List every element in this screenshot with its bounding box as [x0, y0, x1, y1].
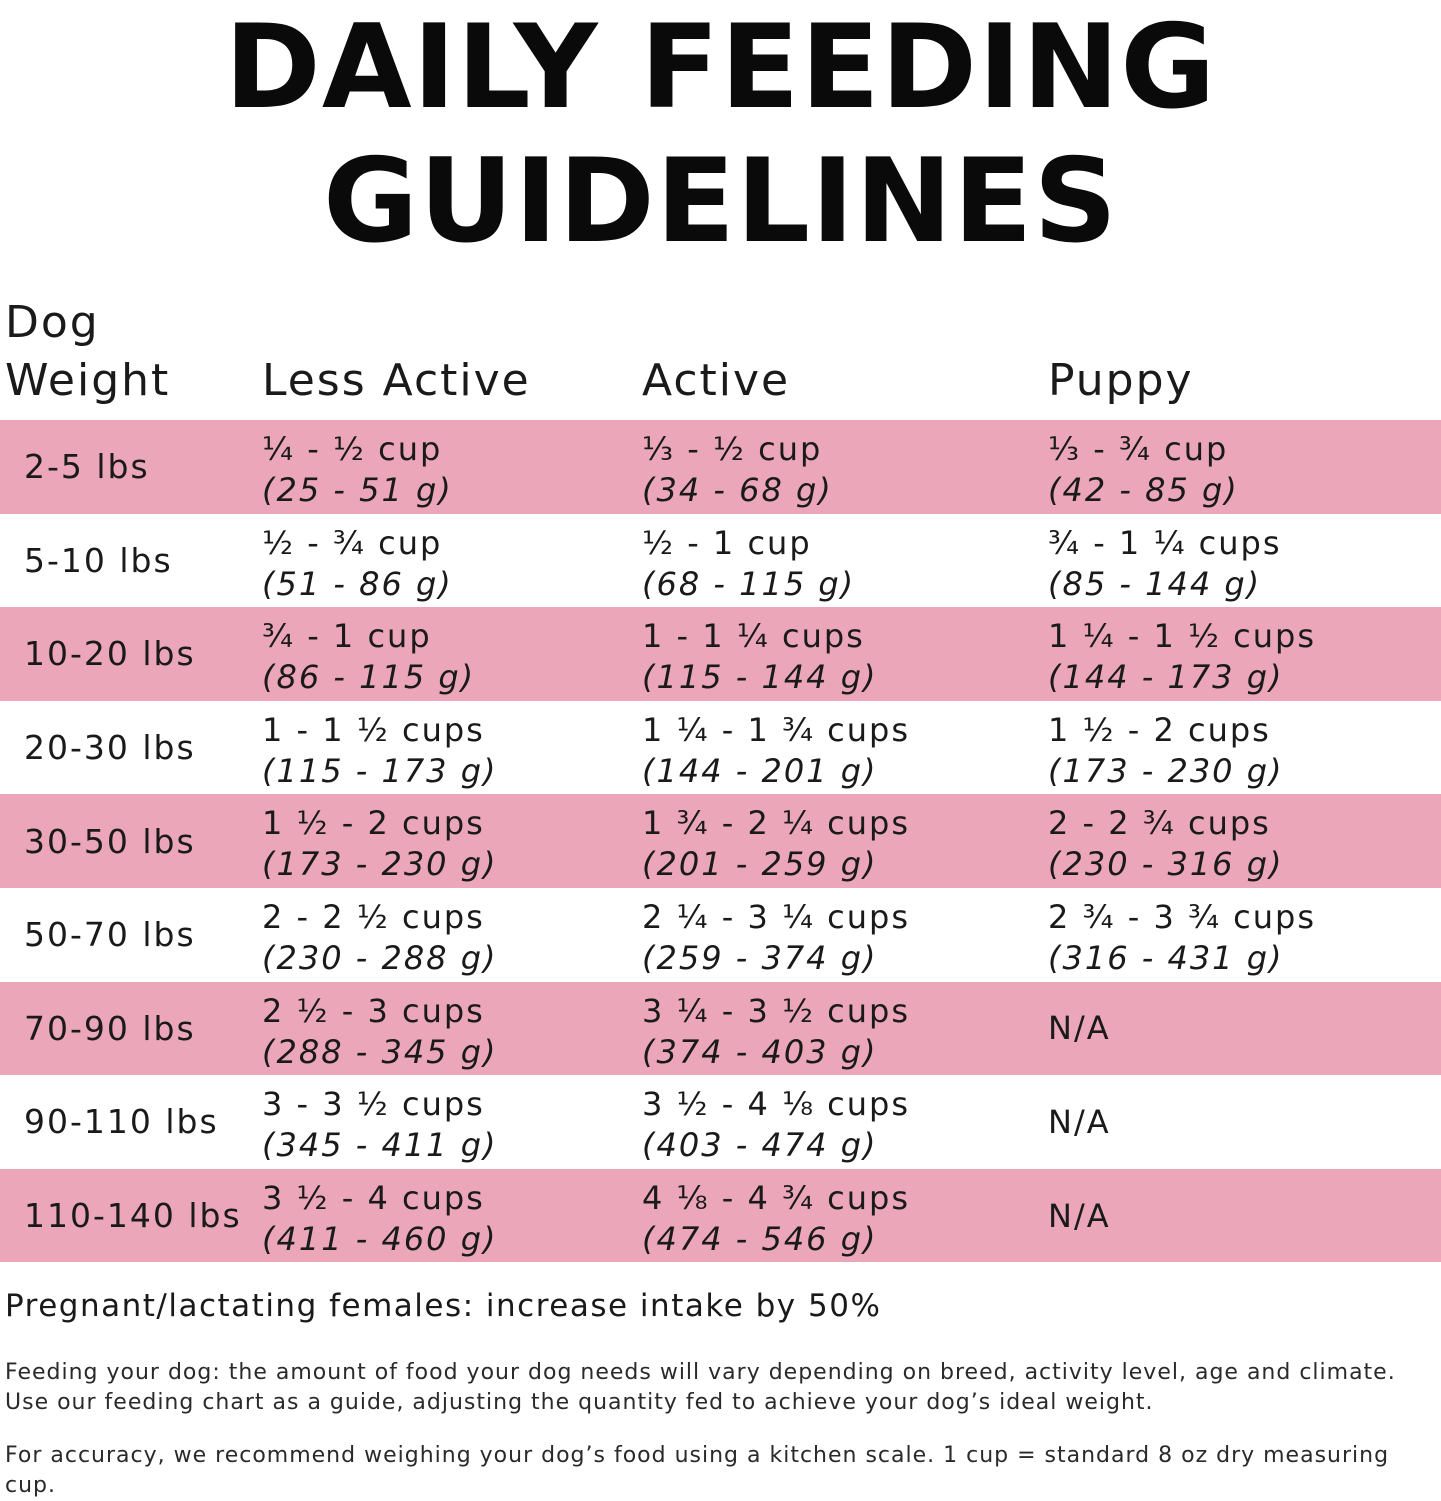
weight-cell: 50-70 lbs	[24, 915, 196, 955]
pregnancy-note: Pregnant/lactating females: increase intake by 50%	[5, 1288, 882, 1324]
grams-amount: (173 - 230 g)	[262, 845, 498, 884]
grams-amount: (115 - 173 g)	[262, 751, 498, 790]
cups-amount: ⅓ - ¾ cup	[1048, 430, 1229, 468]
weight-cell: 2-5 lbs	[24, 447, 150, 487]
grams-amount: (51 - 86 g)	[262, 564, 453, 603]
grams-amount: (316 - 431 g)	[1048, 938, 1284, 977]
cups-amount: 1 ¼ - 1 ½ cups	[1048, 617, 1317, 656]
weight-cell: 5-10 lbs	[24, 540, 173, 580]
cups-amount: 2 ¼ - 3 ¼ cups	[642, 897, 911, 936]
feeding-table	[0, 420, 1441, 1262]
column-header-puppy: Puppy	[1048, 355, 1194, 406]
active-cell	[642, 794, 910, 888]
table-row	[0, 1169, 1441, 1263]
cups-amount: 2 - 2 ¾ cups	[1048, 804, 1271, 843]
active-cell	[642, 420, 833, 514]
less-active-cell	[262, 794, 498, 888]
cups-amount: ¾ - 1 ¼ cups	[1048, 523, 1282, 562]
grams-amount: (374 - 403 g)	[642, 1032, 878, 1071]
grams-amount: (201 - 259 g)	[642, 845, 878, 884]
puppy-cell	[1048, 420, 1239, 514]
less-active-cell	[262, 982, 498, 1076]
grams-amount: (144 - 173 g)	[1048, 658, 1284, 697]
cups-amount: 2 - 2 ½ cups	[262, 897, 485, 936]
active-cell	[642, 701, 910, 795]
cups-amount: 3 ½ - 4 ⅛ cups	[642, 1085, 911, 1124]
cups-amount: 3 - 3 ½ cups	[262, 1085, 485, 1124]
cups-amount: 1 ½ - 2 cups	[1048, 710, 1271, 749]
grams-amount: (86 - 115 g)	[262, 658, 476, 697]
less-active-cell	[262, 607, 475, 701]
cups-amount: 2 ½ - 3 cups	[262, 991, 485, 1030]
table-row	[0, 888, 1441, 982]
grams-amount: (115 - 144 g)	[642, 658, 878, 697]
less-active-cell	[262, 701, 498, 795]
puppy-na-cell: N/A	[1048, 1196, 1111, 1235]
puppy-cell	[1048, 794, 1284, 888]
active-cell	[642, 514, 855, 608]
grams-amount: (403 - 474 g)	[642, 1126, 878, 1165]
weight-cell: 70-90 lbs	[24, 1008, 196, 1048]
grams-amount: (230 - 288 g)	[262, 938, 498, 977]
active-cell	[642, 1075, 910, 1169]
active-cell	[642, 1169, 910, 1263]
table-row	[0, 794, 1441, 888]
table-row	[0, 701, 1441, 795]
less-active-cell	[262, 1169, 498, 1263]
less-active-cell	[262, 514, 453, 608]
page-title-line-2: GUIDELINES	[322, 134, 1119, 269]
puppy-cell	[1048, 514, 1281, 608]
grams-amount: (144 - 201 g)	[642, 751, 878, 790]
feeding-info-paragraph: Feeding your dog: the amount of food your dog needs will vary depending on breed, activity level, age and climate. Use our feeding chart as a guide, adjusting the quantity fed to achieve your dog’s ideal weight.	[5, 1360, 1396, 1415]
weight-cell: 30-50 lbs	[24, 821, 196, 861]
grams-amount: (173 - 230 g)	[1048, 751, 1284, 790]
column-header-dog-weight-line-2: Weight	[5, 355, 171, 406]
cups-amount: ½ - 1 cup	[642, 523, 812, 562]
puppy-cell	[1048, 701, 1284, 795]
less-active-cell	[262, 1075, 498, 1169]
puppy-na-cell: N/A	[1048, 1102, 1111, 1141]
page-title-line-1: DAILY FEEDING	[224, 0, 1217, 135]
grams-amount: (345 - 411 g)	[262, 1126, 498, 1165]
puppy-na-cell: N/A	[1048, 1009, 1111, 1048]
grams-amount: (42 - 85 g)	[1048, 471, 1239, 509]
cups-amount: ¾ - 1 cup	[262, 617, 432, 656]
weight-cell: 110-140 lbs	[24, 1196, 242, 1236]
cups-amount: 1 - 1 ½ cups	[262, 710, 485, 749]
cups-amount: 4 ⅛ - 4 ¾ cups	[642, 1178, 911, 1217]
less-active-cell	[262, 888, 498, 982]
grams-amount: (68 - 115 g)	[642, 564, 856, 603]
active-cell	[642, 982, 910, 1076]
cups-amount: 3 ½ - 4 cups	[262, 1178, 485, 1217]
cups-amount: 3 ¼ - 3 ½ cups	[642, 991, 911, 1030]
column-header-dog-weight-line-1: Dog	[5, 297, 100, 348]
cups-amount: ⅓ - ½ cup	[642, 430, 823, 468]
table-row	[0, 982, 1441, 1076]
active-cell	[642, 888, 910, 982]
table-row	[0, 514, 1441, 608]
weight-cell: 90-110 lbs	[24, 1102, 219, 1142]
cups-amount: ½ - ¾ cup	[262, 523, 443, 562]
table-row	[0, 607, 1441, 701]
grams-amount: (259 - 374 g)	[642, 938, 878, 977]
cups-amount: 2 ¾ - 3 ¾ cups	[1048, 897, 1317, 936]
grams-amount: (230 - 316 g)	[1048, 845, 1284, 884]
table-row	[0, 420, 1441, 514]
cups-amount: 1 ¼ - 1 ¾ cups	[642, 710, 911, 749]
less-active-cell	[262, 420, 453, 514]
cups-amount: ¼ - ½ cup	[262, 430, 443, 468]
active-cell	[642, 607, 878, 701]
column-header-dog-weight	[5, 294, 235, 410]
weight-cell: 20-30 lbs	[24, 728, 196, 768]
grams-amount: (411 - 460 g)	[262, 1219, 498, 1258]
accuracy-info-paragraph: For accuracy, we recommend weighing your dog’s food using a kitchen scale. 1 cup = standard 8 oz dry measuring cup.	[5, 1443, 1390, 1498]
puppy-cell	[1048, 607, 1316, 701]
column-header-less-active: Less Active	[262, 355, 531, 406]
table-row	[0, 1075, 1441, 1169]
cups-amount: 1 ¾ - 2 ¼ cups	[642, 804, 911, 843]
grams-amount: (474 - 546 g)	[642, 1219, 878, 1258]
grams-amount: (25 - 51 g)	[262, 471, 453, 509]
grams-amount: (288 - 345 g)	[262, 1032, 498, 1071]
column-header-active: Active	[642, 355, 791, 406]
cups-amount: 1 ½ - 2 cups	[262, 804, 485, 843]
puppy-cell	[1048, 888, 1316, 982]
grams-amount: (85 - 144 g)	[1048, 564, 1262, 603]
weight-cell: 10-20 lbs	[24, 634, 196, 674]
grams-amount: (34 - 68 g)	[642, 471, 833, 509]
cups-amount: 1 - 1 ¼ cups	[642, 617, 865, 656]
